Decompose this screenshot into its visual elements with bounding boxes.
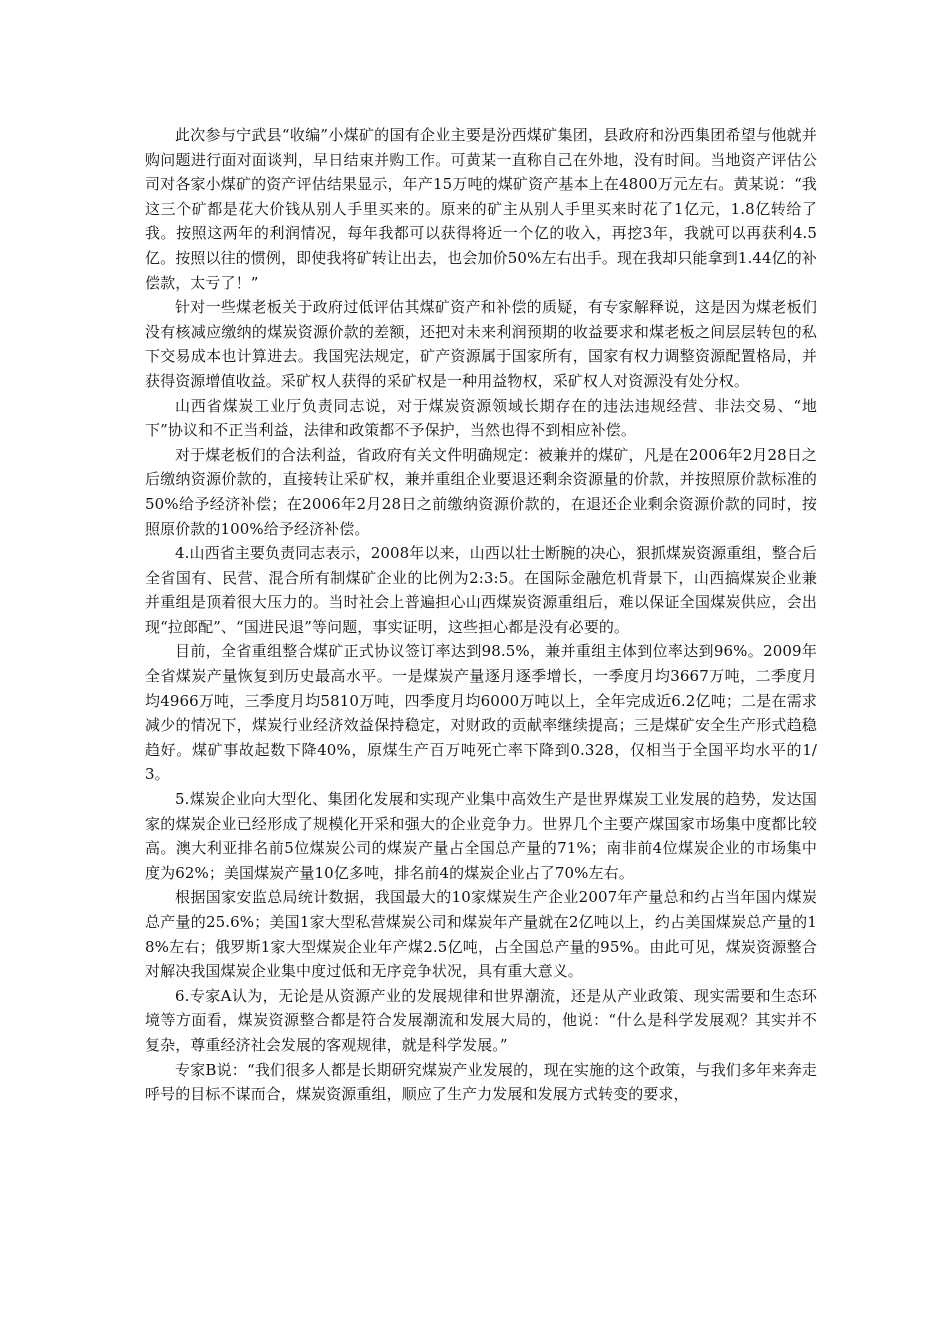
paragraph-4: 对于煤老板们的合法利益，省政府有关文件明确规定：被兼并的煤矿，凡是在2006年2月28日之后缴纳资源价款的，直接转让采矿权，兼并重组企业要退还剩余资源量的价款，并按照原价款标准的50%给予经济补偿；在2006年2月28日之前缴纳资源价款的，在退还企业剩余资源价款的同时，按照原价款的100%给予经济补偿。 xyxy=(145,445,817,538)
paragraph-1: 此次参与宁武县“收编”小煤矿的国有企业主要是汾西煤矿集团，县政府和汾西集团希望与他就并购问题进行面对面谈判，早日结束并购工作。可黄某一直称自己在外地，没有时间。当地资产评估公司对各家小煤矿的资产评估结果显示，年产15万吨的煤矿资产基本上在4800万元左右。黄某说：“我这三个矿都是花大价钱从别人手里买来的。原来的矿主从别人手里买来时花了1亿元，1.8亿转给了我。按照这两年的利润情况，每年我都可以获得将近一个亿的收入，再挖3年，我就可以再获利4.5亿。按照以往的惯例，即使我将矿转让出去，也会加价50%左右出手。现在我却只能拿到1.44亿的补偿款，太亏了！” xyxy=(145,126,817,292)
document-page xyxy=(145,123,817,1107)
paragraph-3: 山西省煤炭工业厅负责同志说，对于煤炭资源领域长期存在的违法违规经营、非法交易、“地下”协议和不正当利益，法律和政策都不予保护，当然也得不到相应补偿。 xyxy=(145,396,817,440)
paragraph-2: 针对一些煤老板关于政府过低评估其煤矿资产和补偿的质疑，有专家解释说，这是因为煤老板们没有核减应缴纳的煤炭资源价款的差额，还把对未来利润预期的收益要求和煤老板之间层层转包的私下交易成本也计算进去。我国宪法规定，矿产资源属于国家所有，国家有权力调整资源配置格局，并获得资源增值收益。采矿权人获得的采矿权是一种用益物权，采矿权人对资源没有处分权。 xyxy=(145,298,817,390)
paragraph-9: 6.专家A认为，无论是从资源产业的发展规律和世界潮流，还是从产业政策、现实需要和生态环境等方面看，煤炭资源整合都是符合发展潮流和发展大局的，他说：“什么是科学发展观？其实并不复杂，尊重经济社会发展的客观规律，就是科学发展。” xyxy=(145,986,817,1054)
paragraph-6: 目前，全省重组整合煤矿正式协议签订率达到98.5%，兼并重组主体到位率达到96%。2009年全省煤炭产量恢复到历史最高水平。一是煤炭产量逐月逐季增长，一季度月均3667万吨，二季度月均4966万吨，三季度月均5810万吨，四季度月均6000万吨以上，全年完成近6.2亿吨；二是在需求减少的情况下，煤炭行业经济效益保持稳定，对财政的贡献率继续提高；三是煤矿安全生产形式趋稳趋好。煤矿事故起数下降40%，原煤生产百万吨死亡率下降到0.328，仅相当于全国平均水平的1/3。 xyxy=(145,642,817,784)
paragraph-10: 专家B说：“我们很多人都是长期研究煤炭产业发展的，现在实施的这个政策，与我们多年来奔走呼号的目标不谋而合，煤炭资源重组，顺应了生产力发展和发展方式转变的要求， xyxy=(145,1060,817,1104)
paragraph-7: 5.煤炭企业向大型化、集团化发展和实现产业集中高效生产是世界煤炭工业发展的趋势，发达国家的煤炭企业已经形成了规模化开采和强大的企业竞争力。世界几个主要产煤国家市场集中度都比较高。澳大利亚排名前5位煤炭公司的煤炭产量占全国总产量的71%；南非前4位煤炭企业的市场集中度为62%；美国煤炭产量10亿多吨，排名前4的煤炭企业占了70%左右。 xyxy=(145,790,817,882)
paragraph-5: 4.山西省主要负责同志表示，2008年以来，山西以壮士断腕的决心，狠抓煤炭资源重组，整合后全省国有、民营、混合所有制煤矿企业的比例为2:3:5。在国际金融危机背景下，山西搞煤炭企业兼并重组是顶着很大压力的。当时社会上普遍担心山西煤炭资源重组后，难以保证全国煤炭供应，会出现“拉郎配”、“国进民退”等问题，事实证明，这些担心都是没有必要的。 xyxy=(145,544,817,636)
paragraph-8: 根据国家安监总局统计数据，我国最大的10家煤炭生产企业2007年产量总和约占当年国内煤炭总产量的25.6%；美国1家大型私营煤炭公司和煤炭年产量就在2亿吨以上，约占美国煤炭总产量的18%左右；俄罗斯1家大型煤炭企业年产煤2.5亿吨，占全国总产量的95%。由此可见，煤炭资源整合对解决我国煤炭企业集中度过低和无序竞争状况，具有重大意义。 xyxy=(145,888,817,981)
